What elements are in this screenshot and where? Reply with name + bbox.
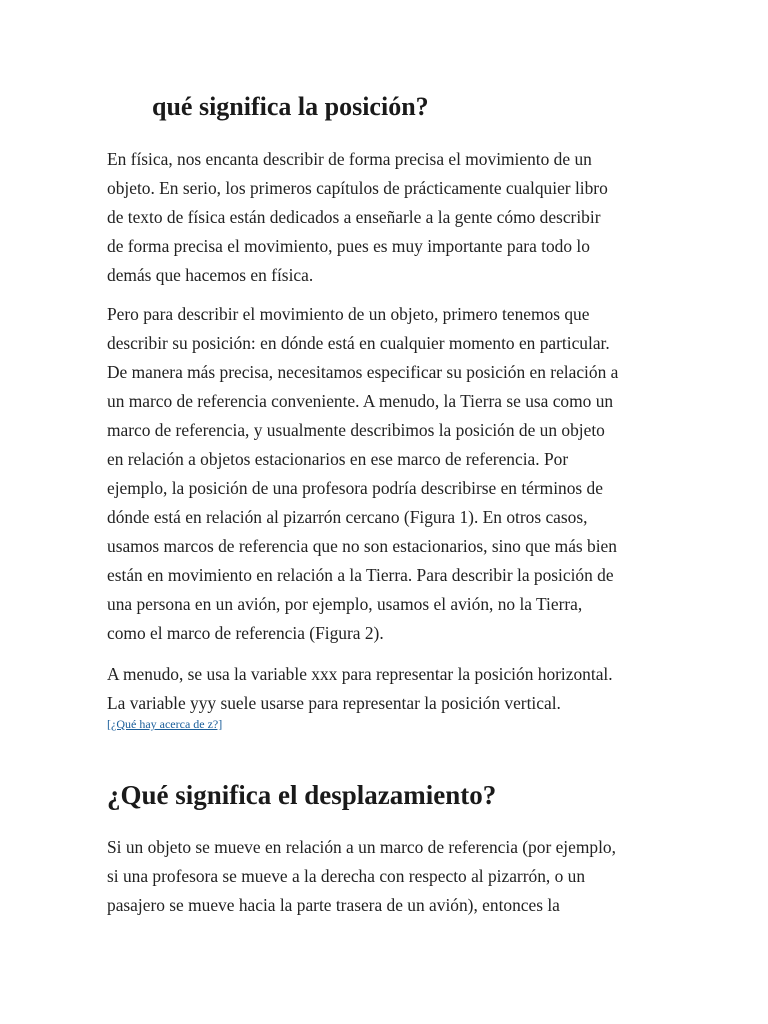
text-line: una persona en un avión, por ejemplo, usamos el avión, no la Tierra,: [107, 594, 583, 614]
text-line: De manera más precisa, necesitamos especificar su posición en relación a: [107, 362, 619, 382]
text-line: describir su posición: en dónde está en cualquier momento en particular.: [107, 333, 610, 353]
text-line: En física, nos encanta describir de forma precisa el movimiento de un: [107, 149, 592, 169]
paragraph-variables: [107, 660, 677, 718]
text-line: ejemplo, la posición de una profesora podría describirse en términos de: [107, 478, 603, 498]
section-title-position: qué significa la posición?: [152, 92, 429, 121]
text-line: demás que hacemos en física.: [107, 265, 314, 285]
section-title-displacement: ¿Qué significa el desplazamiento?: [107, 780, 497, 810]
text-line: marco de referencia, y usualmente describimos la posición de un objeto: [107, 420, 605, 440]
text-line: Pero para describir el movimiento de un objeto, primero tenemos que: [107, 304, 590, 324]
text-line: un marco de referencia conveniente. A menudo, la Tierra se usa como un: [107, 391, 614, 411]
text-line: pasajero se mueve hacia la parte trasera de un avión), entonces la: [107, 895, 560, 915]
text-line: de forma precisa el movimiento, pues es muy importante para todo lo: [107, 236, 590, 256]
text-line: en relación a objetos estacionarios en ese marco de referencia. Por: [107, 449, 569, 469]
text-line: si una profesora se mueve a la derecha con respecto al pizarrón, o un: [107, 866, 586, 886]
text-line: están en movimiento en relación a la Tierra. Para describir la posición de: [107, 565, 614, 585]
text-line: A menudo, se usa la variable xxx para representar la posición horizontal.: [107, 664, 613, 684]
paragraph-intro: [107, 145, 677, 290]
text-line: como el marco de referencia (Figura 2).: [107, 623, 384, 643]
text-line: usamos marcos de referencia que no son estacionarios, sino que más bien: [107, 536, 617, 556]
text-line: objeto. En serio, los primeros capítulos de prácticamente cualquier libro: [107, 178, 608, 198]
what-about-z-link[interactable]: [¿Qué hay acerca de z?]: [107, 717, 223, 731]
text-line: La variable yyy suele usarse para representar la posición vertical.: [107, 693, 561, 713]
paragraph-displacement: [107, 833, 677, 920]
text-line: Si un objeto se mueve en relación a un marco de referencia (por ejemplo,: [107, 837, 616, 857]
text-line: de texto de física están dedicados a enseñarle a la gente cómo describir: [107, 207, 601, 227]
paragraph-reference-frame: [107, 300, 677, 648]
text-line: dónde está en relación al pizarrón cercano (Figura 1). En otros casos,: [107, 507, 588, 527]
